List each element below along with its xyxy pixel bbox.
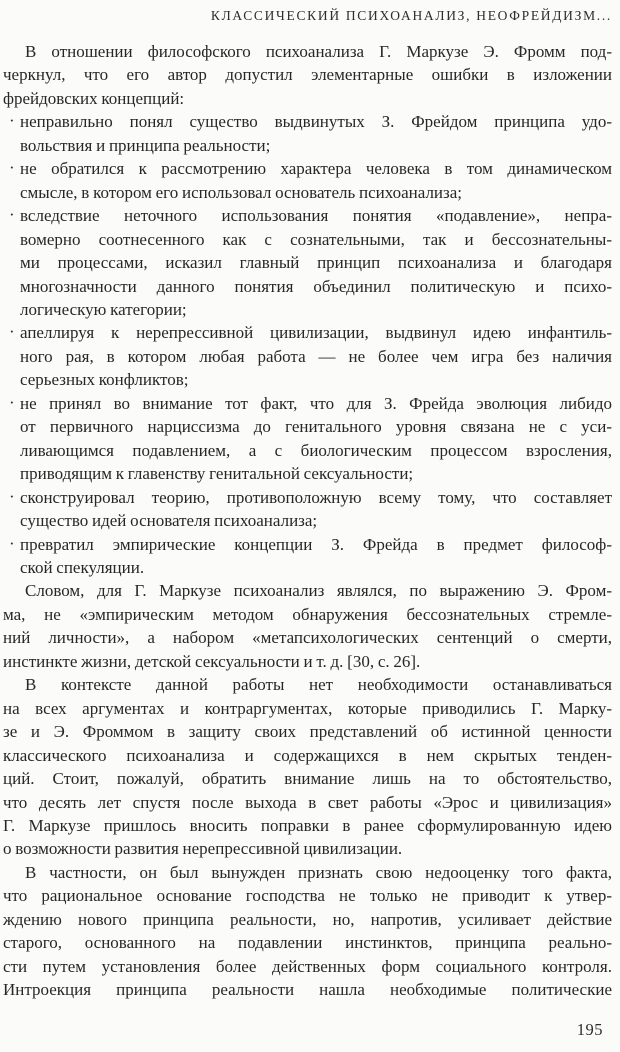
text-line: Словом, для Г. Маркузе психоанализ являлся, по выражению Э. Фром- bbox=[25, 581, 612, 601]
paragraph bbox=[3, 579, 612, 673]
text-line: ливающимся подавлением, а с биологическим процессом взросления, bbox=[20, 440, 612, 460]
text-line: ного рая, в котором любая работа — не более чем игра без наличия bbox=[20, 346, 612, 366]
bullet-item bbox=[3, 204, 612, 321]
text-column bbox=[3, 40, 612, 1002]
text-line: зе и Э. Фроммом в защиту своих представлений об истинной ценности bbox=[3, 722, 612, 742]
text-line: старого, основанного на подавлении инстинктов, принципа реально- bbox=[3, 933, 612, 953]
text-line: В контексте данной работы нет необходимости останавливаться bbox=[25, 675, 612, 695]
text-line: вольствия и принципа реальности; bbox=[20, 135, 271, 155]
text-line: не принял во внимание тот факт, что для З. Фрейда эволюция либидо bbox=[20, 393, 612, 413]
text-line: Интроекция принципа реальности нашла необходимые политические bbox=[3, 980, 612, 1000]
text-line: В отношении философского психоанализа Г. Маркузе Э. Фромм под- bbox=[25, 42, 612, 61]
text-line: сти путем установления более действенных форм социального контроля. bbox=[3, 956, 612, 976]
bullet-marker-icon: · bbox=[9, 322, 15, 342]
text-line: ма, не «эмпирическим методом обнаружения бессознательных стремле- bbox=[3, 604, 612, 624]
text-line: что десять лет спустя после выхода в свет работы «Эрос и цивилизация» bbox=[3, 792, 612, 812]
text-line: ждению нового принципа реальности, но, напротив, усиливает действие bbox=[3, 909, 612, 929]
text-line: существо идей основателя психоанализа; bbox=[20, 511, 318, 531]
bullet-marker-icon: · bbox=[9, 533, 15, 553]
bullet-marker-icon: · bbox=[9, 111, 15, 131]
text-line: ций. Стоит, пожалуй, обратить внимание лишь на то обстоятельство, bbox=[3, 769, 612, 789]
bullet-item bbox=[3, 392, 612, 486]
bullet-marker-icon: · bbox=[9, 158, 15, 178]
text-line: о возможности развития нерепрессивной цивилизации. bbox=[3, 839, 403, 859]
text-line: что рациональное основание господства не только не приводит к утвер- bbox=[3, 886, 612, 906]
text-line: не обратился к рассмотрению характера человека в том динамическом bbox=[20, 159, 612, 179]
text-line: апеллируя к нерепрессивной цивилизации, выдвинул идею инфантиль- bbox=[20, 323, 612, 343]
text-line: на всех аргументах и контраргументах, которые приводились Г. Марку- bbox=[3, 698, 612, 718]
text-line: неправильно понял существо выдвинутых З. Фрейдом принципа удо- bbox=[20, 112, 612, 132]
text-line: многозначности данного понятия объединил политическую и психо- bbox=[20, 276, 612, 296]
page-number: 195 bbox=[576, 1020, 603, 1039]
text-line: ми процессами, исказил главный принцип психоанализа и благодаря bbox=[20, 253, 612, 273]
bullet-item bbox=[3, 533, 612, 580]
text-line: серьезных конфликтов; bbox=[20, 370, 189, 390]
bullet-item bbox=[3, 486, 612, 533]
text-line: В частности, он был вынужден признать свою недооценку того факта, bbox=[25, 862, 612, 882]
text-line: сконструировал теорию, противоположную всему тому, что составляет bbox=[20, 487, 612, 507]
text-line: классического психоанализа и содержащихся в нем скрытых тенден- bbox=[3, 745, 612, 765]
bullet-marker-icon: · bbox=[9, 392, 15, 412]
bullet-item bbox=[3, 321, 612, 391]
running-head: КЛАССИЧЕСКИЙ ПСИХОАНАЛИЗ, НЕОФРЕЙДИЗМ... bbox=[210, 8, 612, 23]
bullet-item bbox=[3, 110, 612, 157]
paragraph bbox=[3, 673, 612, 861]
text-line: превратил эмпирические концепции З. Фрейда в предмет философ- bbox=[20, 534, 612, 554]
text-line: от первичного нарциссизма до генитального уровня связана не с уси- bbox=[20, 417, 612, 437]
text-line: ний личности», а набором «метапсихологических сентенций о смерти, bbox=[3, 628, 612, 648]
bullet-marker-icon: · bbox=[9, 205, 15, 225]
bullet-item bbox=[3, 157, 612, 204]
text-line: инстинкте жизни, детской сексуальности и т. д. [30, с. 26]. bbox=[3, 651, 421, 671]
text-line: черкнул, что его автор допустил элементарные ошибки в изложении bbox=[3, 65, 612, 85]
paragraph bbox=[3, 40, 612, 110]
text-line: ской спекуляции. bbox=[20, 557, 145, 577]
bullet-marker-icon: · bbox=[9, 486, 15, 506]
text-line: вследствие неточного использования понятия «подавление», непра- bbox=[20, 206, 612, 226]
text-line: смысле, в котором его использовал основатель психоанализа; bbox=[20, 182, 463, 202]
text-line: вомерно соотнесенного как с сознательными, так и бессознательны- bbox=[20, 229, 612, 249]
text-line: приводящим к главенству генитальной сексуальности; bbox=[20, 464, 414, 484]
paragraph bbox=[3, 861, 612, 1002]
text-line: Г. Маркузе пришлось вносить поправки в ранее сформулированную идею bbox=[3, 815, 612, 835]
text-line: фрейдовских концепций: bbox=[3, 88, 185, 108]
text-line: логическую категории; bbox=[20, 299, 187, 319]
